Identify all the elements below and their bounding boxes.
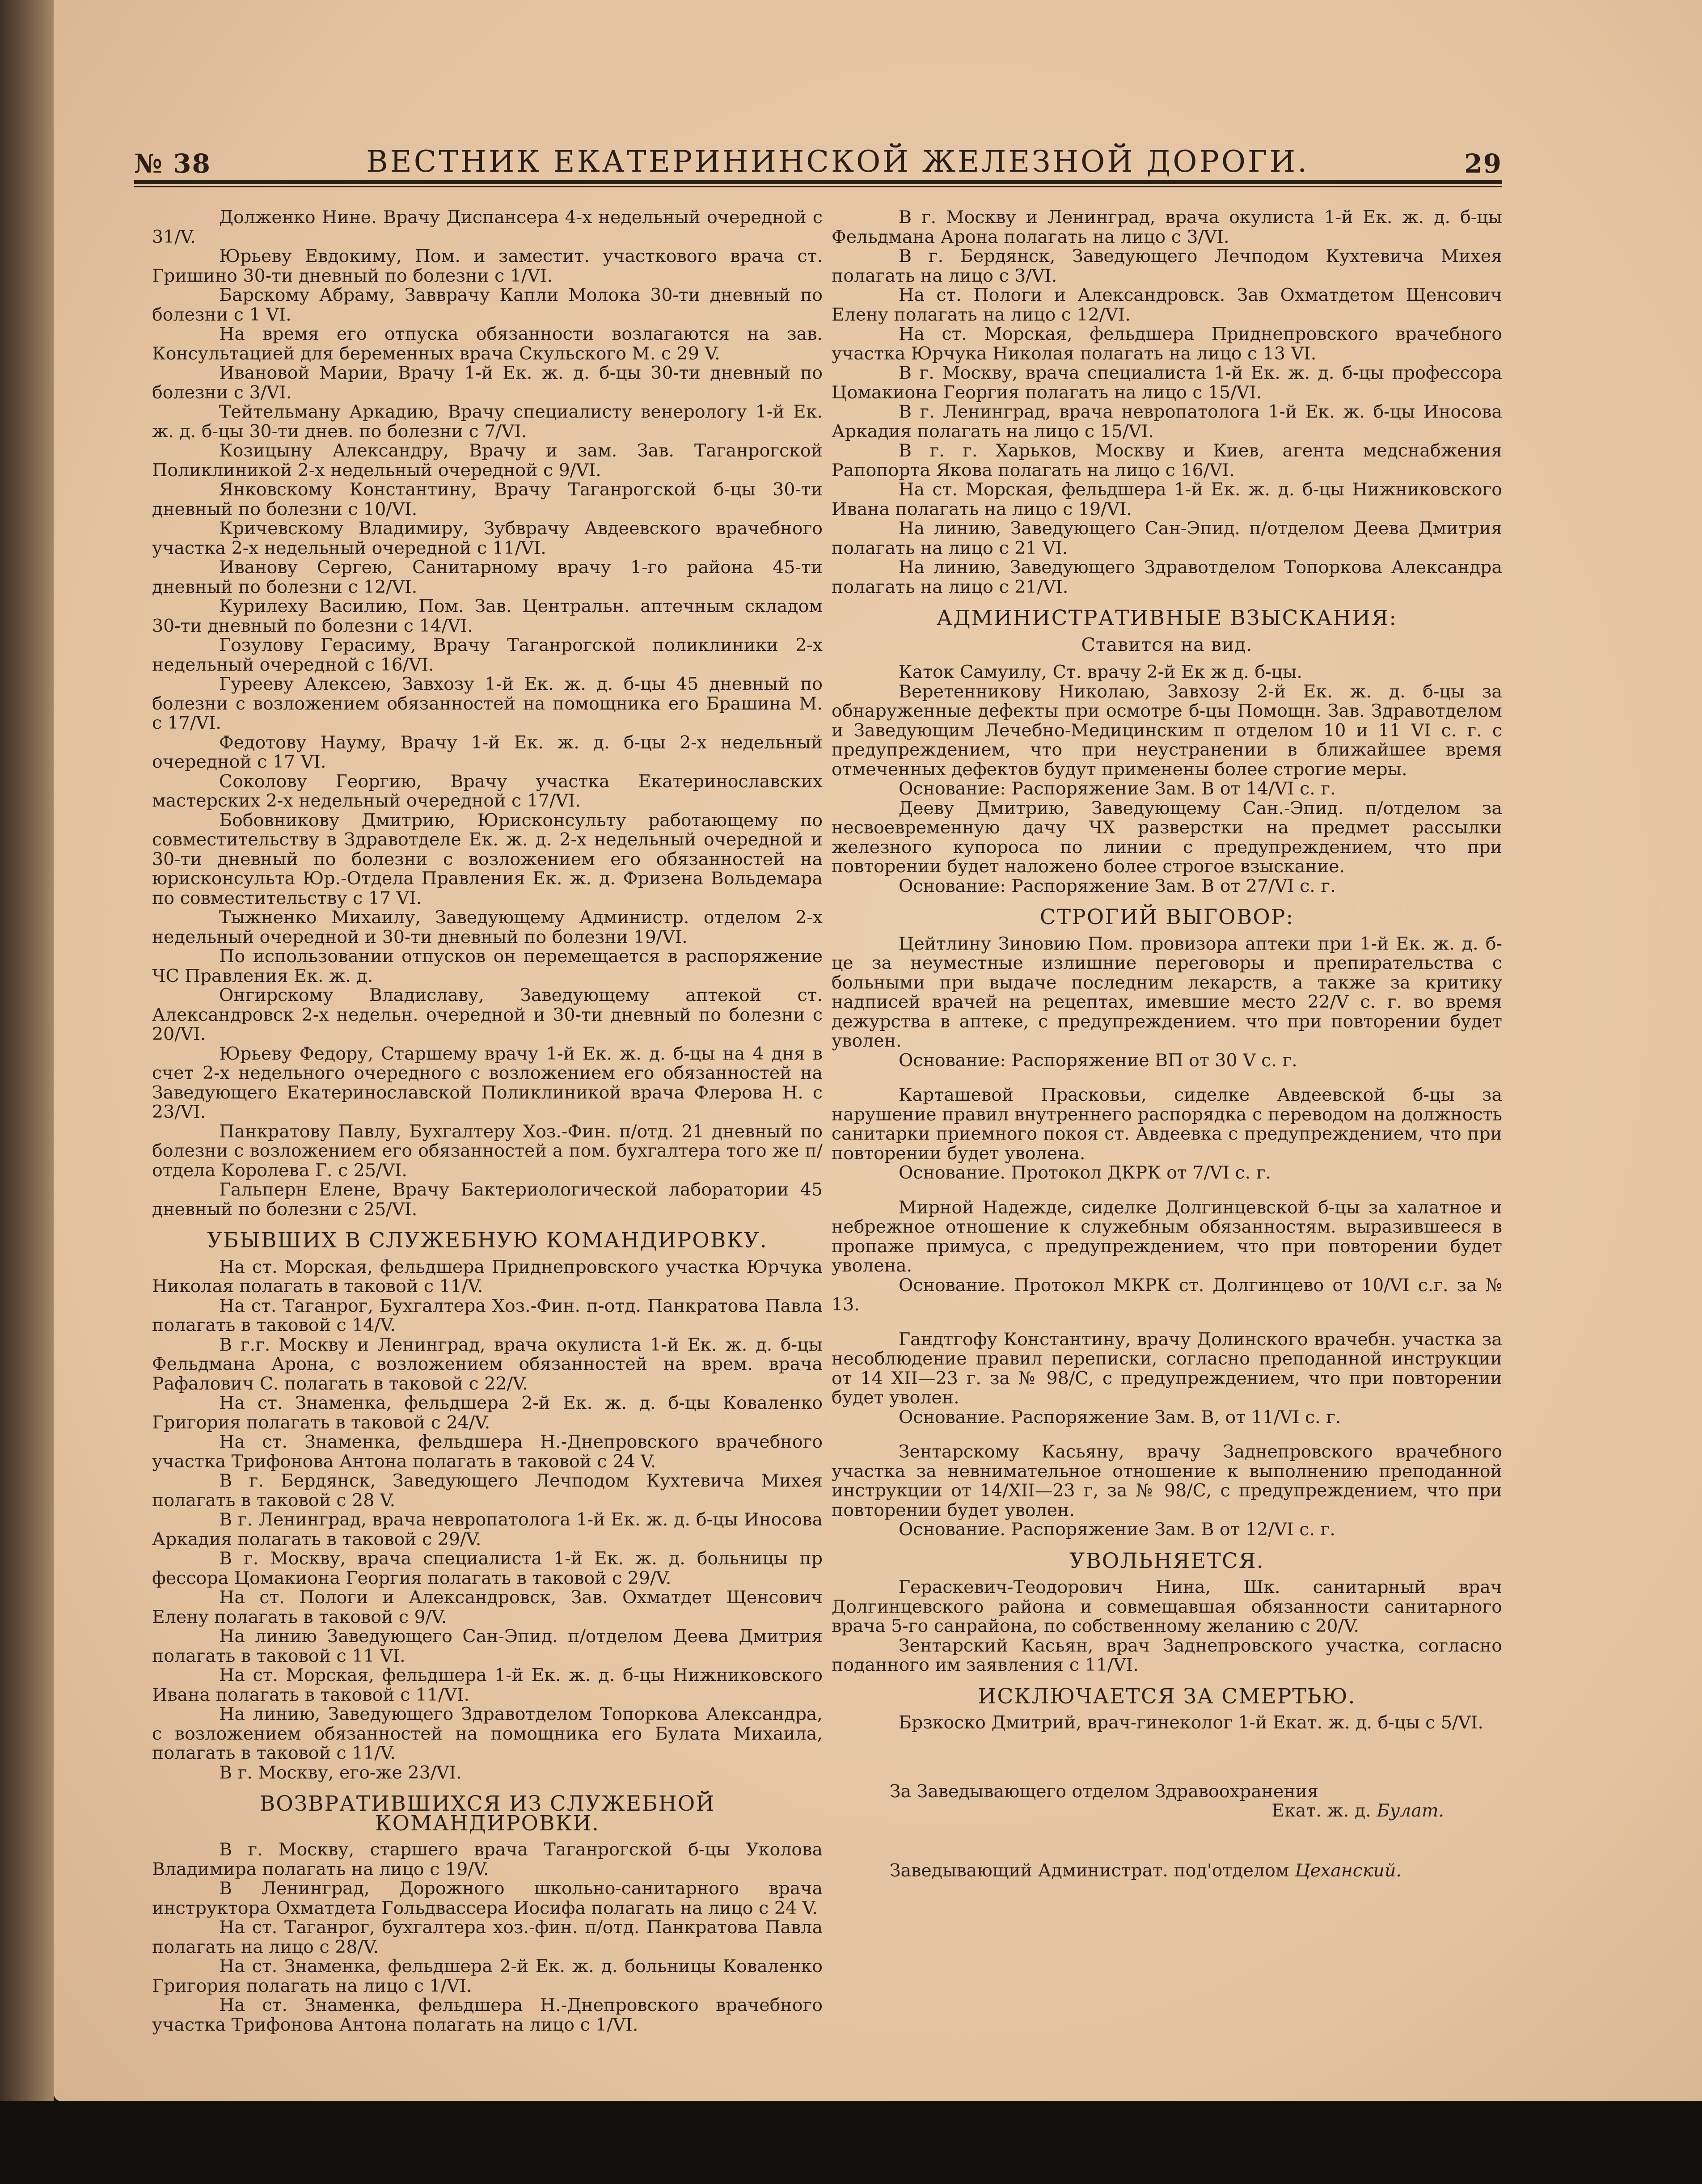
leave-entry: Долженко Нине. Врачу Диспансера 4-х недельный очередной с 31/V. [152,207,823,247]
trip-entry: В г. Бердянск, Заведующего Лечподом Кухтевича Михея полагать в таковой с 28 V. [152,1470,823,1511]
header-rule-thick [134,180,1502,184]
return-entry: В г. Ленинград, врача невропатолога 1-й Ек. ж. б-цы Иносова Аркадия полагать на лицо с 15/VI. [832,401,1502,442]
section-title-dismissal: УВОЛЬНЯЕТСЯ. [1069,1548,1264,1573]
leave-entry: Гозулову Герасиму, Врачу Таганрогской поликлиники 2-х недельный очередной с 16/VI. [152,635,823,675]
signature-prefix: Заведывающий Администрат. под'отделом [890,1860,1289,1881]
penalty-basis: Основание: Распоряжение Зам. В от 14/VI с. г. [899,778,1336,799]
leave-entry: Тыжненко Михаилу, Заведующему Администр. отделом 2-х недельный очередной и 30-ти дневный по болезни 19/VI. [152,907,823,947]
section-title-death: ИСКЛЮЧАЕТСЯ ЗА СМЕРТЬЮ. [978,1684,1356,1709]
signature-name-line [832,1801,1502,1821]
penalty-entry: Дееву Дмитрию, Заведующему Сан.-Эпид. п/отделом за несвоевременную дачу ЧХ разверстки на предмет рассылки железного купороса по линии с предупреждением, что при повторении будет наложено более строгое взыскание. [832,798,1502,877]
penalty-entry: Веретенникову Николаю, Завхозу 2-й Ек. ж. д. б-цы за обнаруженные дефекты при осмотре б-цы Помощн. Зав. Здравотделом и Заведующим Лечебно-Медицинским п отделом 10 и 11 VI с. г. с предупреждением, что при неустранении в ближайшее время отмеченных дефектов будут применены более строгие меры. [832,681,1502,780]
leave-entry: Юрьеву Федору, Старшему врачу 1-й Ек. ж. д. б-цы на 4 дня в счет 2-х недельного очередного с возложением его обязанностей на Заведующего Екатеринославской Поликлиникой врача Флерова Н. с 23/VI. [152,1043,823,1122]
signature-prefix: Екат. ж. д. [1271,1800,1371,1821]
trip-entry: На линию Заведующего Сан-Эпид. п/отделом Деева Дмитрия полагать в таковой с 11 VI. [152,1626,823,1666]
reprimand-entry: Зентарскому Касьяну, врачу Заднепровского врачебного участка за невнимательное отношение к выполнению преподанной инструкции от 14/XII—23 г, за № 98/С, с предупреждением, что при повторении будет уволен. [832,1441,1502,1521]
leave-entry: Козицыну Александру, Врачу и зам. Зав. Таганрогской Поликлиникой 2-х недельный очередной с 9/VI. [152,440,823,481]
return-entry: В г. Москву, старшего врача Таганрогской б-цы Уколова Владимира полагать на лицо с 19/V. [152,1839,823,1880]
leave-entry: Бобовникову Дмитрию, Юрисконсульту работающему по совместительству в Здравотделе Ек. ж. д. 2-х недельный очередной и 30-ти дневный по болезни с возложением его обязанностей на юрисконсульта Юр.-Отдела Правления Ек. ж. д. Фризена Вольдемара по совместительству с 17 VI. [152,810,823,908]
return-entry: В г. г. Харьков, Москву и Киев, агента медснабжения Рапопорта Якова полагать на лицо с 16/VI. [832,440,1502,481]
reprimand-entry: Гандтгофу Константину, врачу Долинского врачебн. участка за несоблюдение правил переписки, согласно преподанной инструкции от 14 XII—23 г. за № 98/С, с предупреждением, что при повторении будет уволен. [832,1329,1502,1408]
trip-entry: В г. Москву, врача специалиста 1-й Ек. ж. д. больницы пр фессора Цомакиона Георгия полагать в таковой с 29/V. [152,1548,823,1588]
section-title-returns: ВОЗВРАТИВШИХСЯ ИЗ СЛУЖЕБНОЙ КОМАНДИРОВКИ. [259,1791,715,1836]
return-entry: В Ленинград, Дорожного школьно-санитарного врача инструктора Охматдета Гольдвассера Иосифа полагать на лицо с 24 V. [152,1878,823,1918]
trip-entry: На ст. Морская, фельдшера Приднепровского участка Юрчука Николая полагать в таковой с 11/V. [152,1256,823,1297]
subsection-title-notice: Ставится на вид. [1081,634,1253,655]
return-entry: В г. Москву, врача специалиста 1-й Ек. ж. д. б-цы профессора Цомакиона Георгия полагать на лицо с 15/VI. [832,363,1502,403]
trip-entry: На ст. Морская, фельдшера 1-й Ек. ж. д. б-цы Нижниковского Ивана полагать в таковой с 11/VI. [152,1665,823,1705]
page-number: 29 [1464,148,1502,179]
second-signature-line [832,1861,1502,1881]
return-entry: На ст. Таганрог, бухгалтера хоз.-фин. п/отд. Панкратова Павла полагать на лицо с 28/V. [152,1917,823,1957]
trip-entry: На линию, Заведующего Здравотделом Топоркова Александра, с возложением обязанностей на помощника его Булата Михаила, полагать в таковой с 11/V. [152,1704,823,1763]
scan-background [0,2101,1702,2184]
reprimand-basis: Основание. Распоряжение Зам. В, от 11/VI с. г. [899,1407,1341,1428]
return-entry: На ст. Морская, фельдшера Приднепровского врачебного участка Юрчука Николая полагать на лицо с 13 VI. [832,324,1502,364]
header-rule-thin [134,186,1502,187]
trip-entry: В г. Ленинград, врача невропатолога 1-й Ек. ж. д. б-цы Иносова Аркадия полагать в таковой с 29/V. [152,1509,823,1550]
leave-entry: Янковскому Константину, Врачу Таганрогской б-цы 30-ти дневный по болезни с 10/VI. [152,479,823,520]
dismissal-entry: Гераскевич-Теодорович Нина, Шк. санитарный врач Долгинцевского района и совмещавшая обязанности санитарного врача 5-го санрайона, по собственному желанию с 20/V. [832,1577,1502,1636]
leave-entry: Тейтельману Аркадию, Врачу специалисту венерологу 1-й Ек. ж. д. б-цы 30-ти днев. по болезни с 7/VI. [152,401,823,442]
reprimand-entry: Мирной Надежде, сиделке Долгинцевской б-цы за халатное и небрежное отношение к служебным обязанностям. выразившееся в пропаже примуса, с предупреждением, что при повторении будет уволена. [832,1197,1502,1276]
reprimand-basis: Основание: Распоряжение ВП от 30 V с. г. [899,1050,1297,1071]
trip-entry: На ст. Пологи и Александровск, Зав. Охматдет Щенсович Елену полагать в таковой с 9/V. [152,1587,823,1627]
return-entry: На ст. Знаменка, фельдшера Н.-Днепровского врачебного участка Трифонова Антона полагать на лицо с 1/VI. [152,1995,823,2035]
leave-entry: Кричевскому Владимиру, Зубврачу Авдеевского врачебного участка 2-х недельный очередной с 11/VI. [152,518,823,558]
trip-entry: На ст. Знаменка, фельдшера Н.-Днепровского врачебного участка Трифонова Антона полагать в таковой с 24 V. [152,1432,823,1472]
leave-entry: По использовании отпусков он перемещается в распоряжение ЧС Правления Ек. ж. д. [152,946,823,986]
reprimand-basis: Основание. Протокол ДКРК от 7/VI с. г. [899,1162,1271,1183]
reprimand-entry: Карташевой Прасковьи, сиделке Авдеевской б-цы за нарушение правил внутреннего распорядка с переводом на должность санитарки приемного покоя ст. Авдеевка с предупреждением, что при повторении будет уволена. [832,1085,1502,1164]
reprimand-basis: Основание. Протокол МКРК ст. Долгинцево от 10/VI с.г. за № 13. [832,1275,1502,1315]
penalty-entry: Каток Самуилу, Ст. врачу 2-й Ек ж д. б-цы. [899,662,1302,682]
signature-line: За Заведывающего отделом Здравоохранения [890,1781,1318,1802]
penalty-basis: Основание: Распоряжение Зам. В от 27/VI с. г. [899,875,1336,896]
return-entry: На ст. Знаменка, фельдшера 2-й Ек. ж. д. больницы Коваленко Григория полагать на лицо с 1/VI. [152,1956,823,1996]
binding-gutter [0,0,54,2184]
trip-entry: В г.г. Москву и Ленинград, врача окулиста 1-й Ек. ж. д. б-цы Фельдмана Арона, с возложением обязанностей на врем. врача Рафалович С. полагать в таковой с 22/V. [152,1334,823,1394]
journal-title: ВЕСТНИК ЕКАТЕРИНИНСКОЙ ЖЕЛЕЗНОЙ ДОРОГИ. [366,144,1309,179]
issue-number: № 38 [134,148,211,179]
leave-entry: Панкратову Павлу, Бухгалтеру Хоз.-Фин. п/отд. 21 дневный по болезни с возложением его обязанностей а пом. бухгалтера того же п/отдела Королева Г. с 25/VI. [152,1121,823,1181]
leave-entry: Барскому Абраму, Завврачу Капли Молока 30-ти дневный по болезни с 1 VI. [152,285,823,325]
section-title-reprimand: СТРОГИЙ ВЫГОВОР: [1039,905,1294,929]
return-entry: На линию, Заведующего Сан-Эпид. п/отделом Деева Дмитрия полагать на лицо с 21 VI. [832,518,1502,558]
leave-entry: Онгирскому Владиславу, Заведующему аптекой ст. Александровск 2-х недельн. очередной и 30-ти дневный по болезни с 20/VI. [152,985,823,1044]
leave-entry: Ивановой Марии, Врачу 1-й Ек. ж. д. б-цы 30-ти дневный по болезни с 3/VI. [152,363,823,403]
trip-entry: В г. Москву, его-же 23/VI. [219,1762,462,1783]
trip-entry: На ст. Таганрог, Бухгалтера Хоз.-Фин. п-отд. Панкратова Павла полагать в таковой с 14/V. [152,1295,823,1335]
reprimand-basis: Основание. Распоряжение Зам. В от 12/VI с. г. [899,1519,1335,1540]
leave-entry: Иванову Сергею, Санитарному врачу 1-го района 45-ти дневный по болезни с 12/VI. [152,557,823,597]
leave-entry: Гурееву Алексею, Завхозу 1-й Ек. ж. д. б-цы 45 дневный по болезни с возложением обязанностей на помощника его Брашина М. с 17/VI. [152,674,823,733]
leave-entry: На время его отпуска обязанности возлагаются на зав. Консультацией для беременных врача Скульского М. с 29 V. [152,324,823,364]
dismissal-entry: Зентарский Касьян, врач Заднепровского участка, согласно поданного им заявления с 11/VI. [832,1635,1502,1675]
death-entry: Брзкоско Дмитрий, врач-гинеколог 1-й Екат. ж. д. б-цы с 5/VI. [899,1712,1483,1733]
section-title-trips: УБЫВШИХ В СЛУЖЕБНУЮ КОМАНДИРОВКУ. [207,1228,768,1253]
leave-entry: Курилеху Василию, Пом. Зав. Центральн. аптечным складом 30-ти дневный по болезни с 14/VI. [152,596,823,636]
page-header [134,139,1502,179]
reprimand-entry: Цейтлину Зиновию Пом. провизора аптеки при 1-й Ек. ж. д. б-це за неуместные излишние переговоры и препирательства с больными при выдаче последним лекарств, а также за критику надписей врачей на рецептах, имевшие место 22/V с. г. во время дежурства в аптеке, с предупреждением. что при повторении будет уволен. [832,933,1502,1051]
signatory-name: Цеханский. [1295,1860,1402,1881]
return-entry: В г. Москву и Ленинград, врача окулиста 1-й Ек. ж. д. б-цы Фельдмана Арона полагать на лицо с 3/VI. [832,207,1502,247]
return-entry: В г. Бердянск, Заведующего Лечподом Кухтевича Михея полагать на лицо с 3/VI. [832,246,1502,286]
section-title-admin: АДМИНИСТРАТИВНЫЕ ВЗЫСКАНИЯ: [936,606,1398,630]
signatory-name: Булат. [1377,1800,1444,1821]
leave-entry: Юрьеву Евдокиму, Пом. и заместит. участкового врача ст. Гришино 30-ти дневный по болезни с 1/VI. [152,246,823,286]
leave-entry: Федотову Науму, Врачу 1-й Ек. ж. д. б-цы 2-х недельный очередной с 17 VI. [152,732,823,772]
trip-entry: На ст. Знаменка, фельдшера 2-й Ек. ж. д. б-цы Коваленко Григория полагать в таковой с 24/V. [152,1393,823,1433]
return-entry: На линию, Заведующего Здравотделом Топоркова Александра полагать на лицо с 21/VI. [832,557,1502,597]
left-column [152,208,823,2035]
leave-entry: Гальперн Елене, Врачу Бактериологической лаборатории 45 дневный по болезни с 25/VI. [152,1179,823,1220]
return-entry: На ст. Морская, фельдшера 1-й Ек. ж. д. б-цы Нижниковского Ивана полагать на лицо с 19/VI. [832,479,1502,520]
leave-entry: Соколову Георгию, Врачу участка Екатеринославских мастерских 2-х недельный очередной с 17/VI. [152,771,823,811]
right-column [832,208,1502,1880]
return-entry: На ст. Пологи и Александровск. Зав Охматдетом Щенсович Елену полагать на лицо с 12/VI. [832,285,1502,325]
